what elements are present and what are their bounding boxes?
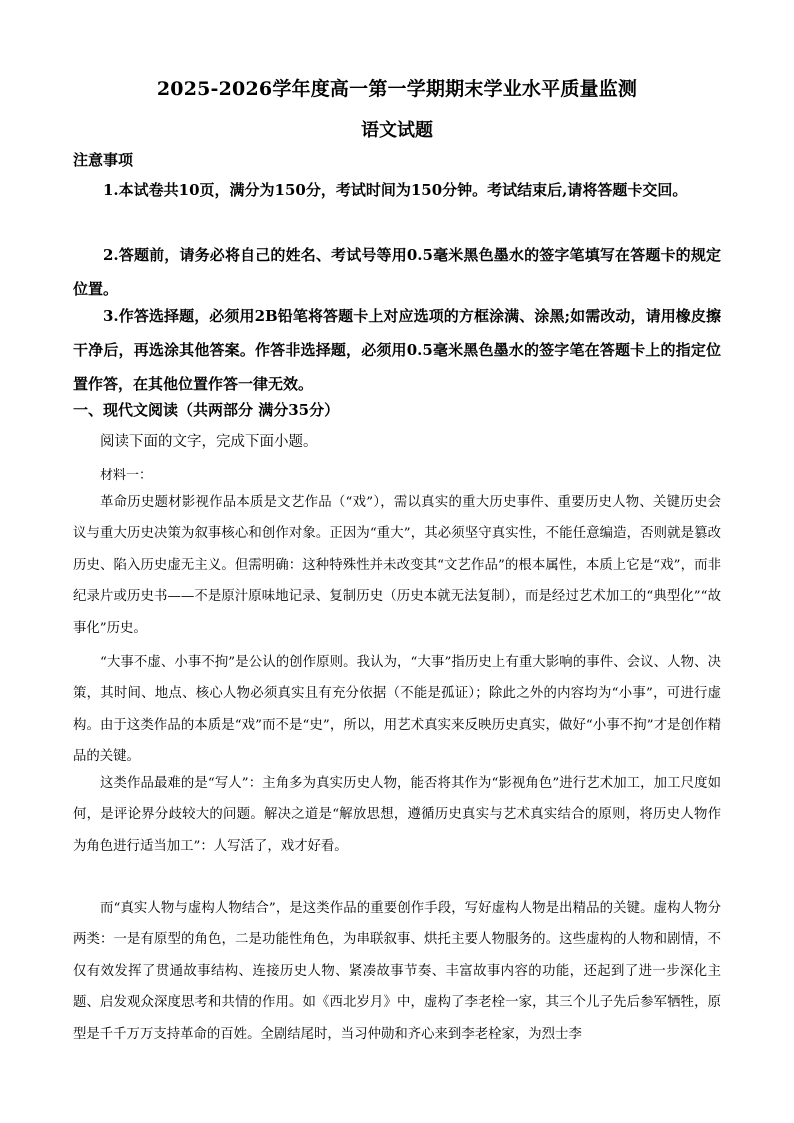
material-paragraph: “大事不虚、小事不拘”是公认的创作原则。我认为，“大事”指历史上有重大影响的事件、会议、人物、决策，其时间、地点、核心人物必须真实且有充分依据（不能是孤证）；除此之外的内容均为“小事”，可进行虚构。由于这类作品的本质是“戏”而不是“史”，所以，用艺术真实来反映历史真实，做好“小事不拘”才是创作精品的关键。	[73, 655, 721, 765]
material-label: 材料一：	[100, 468, 153, 483]
exam-title: 2025-2026学年度高一第一学期期末学业水平质量监测	[156, 78, 638, 100]
exam-subtitle: 语文试题	[361, 120, 433, 141]
section-heading: 一、现代文阅读（共两部分 满分35分）	[73, 401, 340, 419]
notice-heading: 注意事项	[73, 151, 134, 169]
notice-item-1: 1.本试卷共10页，满分为150分，考试时间为150分钟。考试结束后,请将答题卡交回。	[103, 181, 688, 199]
notice-item-3: 3.作答选择题，必须用2B铅笔将答题卡上对应选项的方框涂满、涂黑;如需改动，请用橡皮擦干净后，再选涂其他答案。作答非选择题，必须用0.5毫米黑色墨水的签字笔在答题卡上的指定位置作答，在其他位置作答一律无效。	[73, 307, 721, 393]
material-paragraph: 而“真实人物与虚构人物结合”，是这类作品的重要创作手段，写好虚构人物是出精品的关键。虚构人物分两类：一是有原型的角色，二是功能性角色，为串联叙事、烘托主要人物服务的。这些虚构的人物和剧情，不仅有效发挥了贯通故事结构、连接历史人物、紧凑故事节奏、丰富故事内容的功能，还起到了进一步深化主题、启发观众深度思考和共情的作用。如《西北岁月》中，虚构了李老栓一家，其三个儿子先后参军牺牲，原型是千千万万支持革命的百姓。全剧结尾时，当习仲勋和齐心来到李老栓家，为烈士李	[73, 901, 721, 1042]
material-paragraph: 革命历史题材影视作品本质是文艺作品（“戏”），需以真实的重大历史事件、重要历史人物、关键历史会议与重大历史决策为叙事核心和创作对象。正因为“重大”，其必须坚守真实性，不能任意编造，否则就是篡改历史、陷入历史虚无主义。但需明确：这种特殊性并未改变其“文艺作品”的根本属性，本质上它是“戏”，而非纪录片或历史书——不是原汁原味地记录、复制历史（历史本就无法复制），而是经过艺术加工的“典型化”“故事化”历史。	[73, 495, 721, 636]
section-instruction: 阅读下面的文字，完成下面小题。	[100, 434, 318, 450]
material-paragraph: 这类作品最难的是“写人”：主角多为真实历史人物，能否将其作为“影视角色”进行艺术加工，加工尺度如何，是评论界分歧较大的问题。解决之道是“解放思想，遵循历史真实与艺术真实结合的原则，将历史人物作为角色进行适当加工”：人写活了，戏才好看。	[73, 776, 721, 854]
notice-item-2: 2.答题前，请务必将自己的姓名、考试号等用0.5毫米黑色墨水的签字笔填写在答题卡的规定位置。	[73, 246, 721, 298]
